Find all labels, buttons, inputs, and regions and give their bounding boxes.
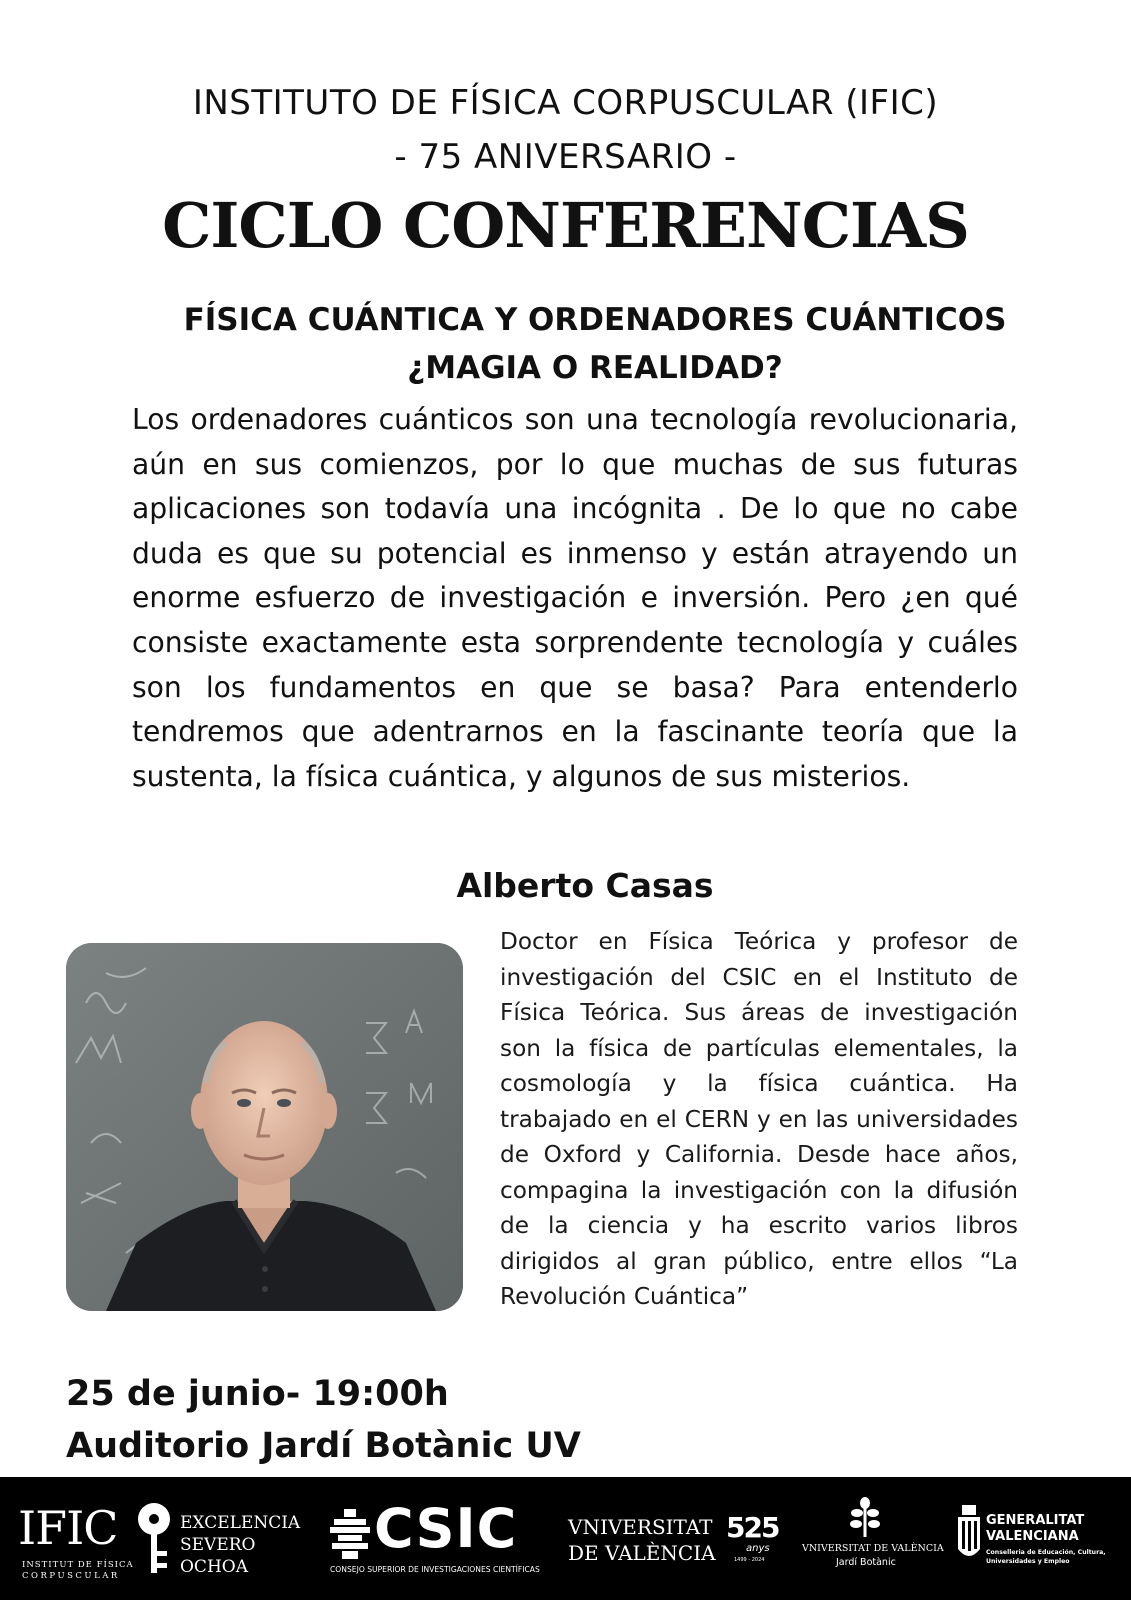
anys-word: anys <box>746 1543 770 1554</box>
institute-name: INSTITUTO DE FÍSICA CORPUSCULAR (IFIC) <box>192 83 939 123</box>
generalitat-shield-icon <box>956 1505 982 1565</box>
anniversary-label: - 75 ANIVERSARIO - <box>394 137 737 177</box>
jardi-botanic-text-1: VNIVERSITAT DE VALÈNCIA <box>802 1543 944 1554</box>
speaker-photo <box>66 943 463 1311</box>
cycle-title: CICLO CONFERENCIAS <box>162 189 969 262</box>
ific-logo-text: IFIC <box>18 1501 118 1555</box>
generalitat-text-2: VALENCIANA <box>986 1529 1079 1544</box>
uv-logo-text-1: VNIVERSITAT <box>568 1515 713 1539</box>
uv-525-anys-logo <box>724 1477 784 1600</box>
jardi-botanic-text-2: Jardí Botànic <box>836 1557 896 1568</box>
ific-logo-sub2: CORPUSCULAR <box>22 1571 120 1581</box>
institute-heading <box>0 76 1131 184</box>
uv-logo-text-2: DE VALÈNCIA <box>568 1541 716 1565</box>
ific-logo-sub1: INSTITUT DE FÍSICA <box>22 1560 134 1570</box>
ific-logo <box>18 1477 134 1600</box>
csic-emblem-icon <box>330 1509 370 1559</box>
uv-logo <box>568 1477 718 1600</box>
csic-logo <box>330 1477 550 1600</box>
anys-number: 525 <box>726 1511 779 1544</box>
severo-text-1: EXCELENCIA <box>180 1513 301 1533</box>
talk-abstract: Los ordenadores cuánticos son una tecnología revolucionaria, aún en sus comienzos, por lo que muchas de sus futuras aplicaciones son todavía una incógnita . De lo que no cabe duda es que su potencial es inmenso y están atrayendo un enorme esfuerzo de investigación e inversión. Pero ¿en qué consiste exactamente esta sorprendente tecnología y cuáles son los fundamentos en que se basa? Para entenderlo tendremos que adentrarnos en la fascinante teoría que la sustenta, la física cuántica, y algunos de sus misterios. <box>132 403 1018 793</box>
generalitat-text-3: Conselleria de Educación, Cultura, <box>986 1549 1106 1556</box>
generalitat-text-1: GENERALITAT <box>986 1513 1085 1528</box>
severo-ochoa-logo <box>136 1477 311 1600</box>
speaker-portrait-illustration <box>66 943 463 1311</box>
severo-ochoa-icon <box>136 1501 172 1581</box>
talk-title <box>100 296 1090 392</box>
talk-title-line1: FÍSICA CUÁNTICA Y ORDENADORES CUÁNTICOS <box>183 302 1007 338</box>
severo-text-2: SEVERO <box>180 1535 256 1555</box>
footer-logos <box>0 1477 1131 1600</box>
speaker-name: Alberto Casas <box>456 866 714 905</box>
severo-text-3: OCHOA <box>180 1557 248 1577</box>
speaker-bio: Doctor en Física Teórica y profesor de investigación del CSIC en el Instituto de Física Teórica. Sus áreas de investigación son la física de partículas elementales, la cosmología y la física cuántica. Ha trabajado en el CERN y en las universidades de Oxford y California. Desde hace años, compagina la investigación con la difusión de la ciencia y ha escrito varios libros dirigidos al gran público, entre ellos “La Revolución Cuántica” <box>500 928 1018 1310</box>
event-info <box>66 1368 581 1472</box>
jardi-botanic-logo <box>800 1477 944 1600</box>
jardi-botanic-leaf-icon <box>850 1497 880 1537</box>
csic-logo-sub: CONSEJO SUPERIOR DE INVESTIGACIONES CIENTÍFICAS <box>330 1565 540 1574</box>
event-venue: Auditorio Jardí Botànic UV <box>66 1426 581 1466</box>
csic-logo-text: CSIC <box>374 1497 518 1560</box>
talk-title-line2: ¿MAGIA O REALIDAD? <box>407 350 783 386</box>
generalitat-text-4: Universidades y Empleo <box>986 1558 1070 1565</box>
anys-years: 1499 - 2024 <box>734 1557 765 1563</box>
event-date-time: 25 de junio- 19:00h <box>66 1374 449 1414</box>
generalitat-logo <box>956 1477 1126 1600</box>
